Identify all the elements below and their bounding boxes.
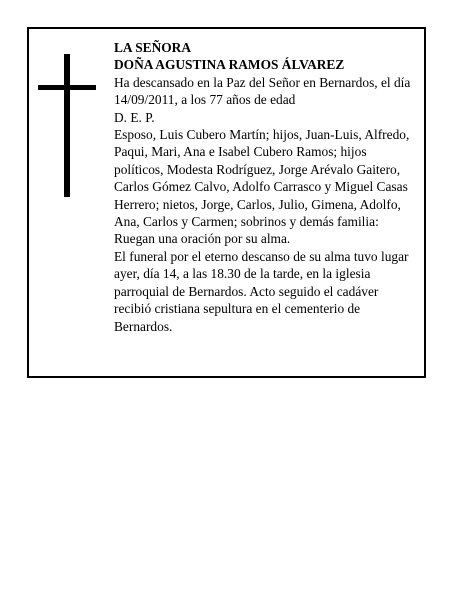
death-statement: Ha descansado en la Paz del Señor en Bernardos, el día 14/09/2011, a los 77 años de edad xyxy=(114,74,411,108)
cross-icon-arm xyxy=(38,85,96,90)
prayer-request: Ruegan una oración por su alma. xyxy=(114,231,291,247)
funeral-details: El funeral por el eterno descanso de su alma tuvo lugar ayer, día 14, a las 18.30 de la tarde, en la iglesia parroquial de Bernardos. Acto seguido el cadáver recibió cristiana sepultura en el cementerio de Bernardos. xyxy=(114,248,409,334)
deceased-name: DOÑA AGUSTINA RAMOS ÁLVAREZ xyxy=(114,57,345,73)
rip-line: D. E. P. xyxy=(114,109,155,125)
cross-icon xyxy=(64,54,70,197)
obituary-text xyxy=(114,39,418,335)
heading-title: LA SEÑORA xyxy=(114,40,192,55)
family-list: Esposo, Luis Cubero Martín; hijos, Juan-Luis, Alfredo, Paqui, Mari, Ana e Isabel Cubero Ramos; hijos políticos, Modesta Rodríguez, Jorge Arévalo Gaitero, Carlos Gómez Calvo, Adolfo Carrasco y Miguel Casas Herrero; nietos, Jorge, Carlos, Julio, Gimena, Adolfo, Ana, Carlos y Carmen; sobrinos y demás familia: xyxy=(114,127,410,230)
